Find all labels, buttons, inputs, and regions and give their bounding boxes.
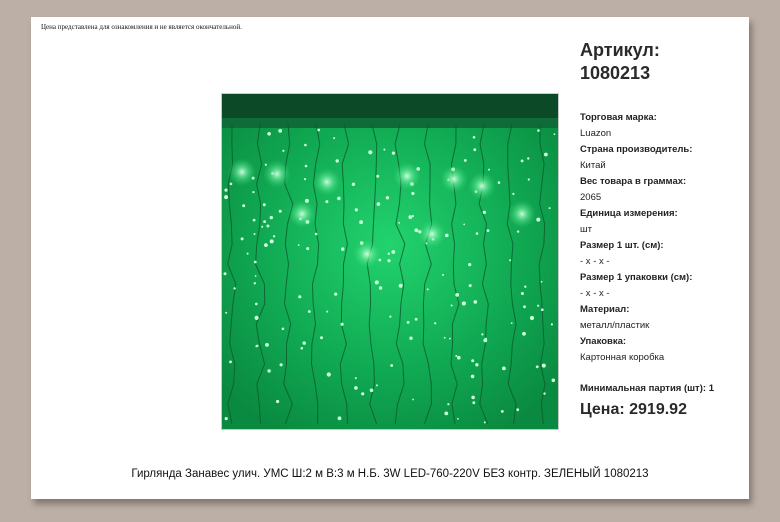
led-bulb xyxy=(282,150,284,152)
led-bulb xyxy=(388,253,390,255)
led-glow xyxy=(313,168,341,196)
led-bulb xyxy=(476,232,479,235)
led-bulb xyxy=(306,247,309,250)
led-bulb xyxy=(355,377,357,379)
led-bulb xyxy=(389,316,391,318)
led-bulb xyxy=(341,323,344,326)
led-bulb xyxy=(355,208,358,211)
led-bulb xyxy=(481,333,483,335)
led-bulb xyxy=(464,159,467,162)
led-bulb xyxy=(337,197,341,201)
led-bulb xyxy=(457,418,459,420)
led-bulb xyxy=(241,237,244,240)
led-bulb xyxy=(475,363,478,366)
spec-label-weight: Вес товара в граммах: xyxy=(580,176,687,187)
spec-value-material: металл/пластик xyxy=(580,320,650,331)
led-bulb xyxy=(412,399,414,401)
led-bulb xyxy=(361,392,364,395)
min-batch-value: 1 xyxy=(708,383,714,394)
led-bulb xyxy=(551,323,553,325)
led-bulb xyxy=(301,347,304,350)
led-bulb xyxy=(266,225,269,228)
led-bulb xyxy=(392,152,395,155)
led-bulb xyxy=(521,160,524,163)
led-bulb xyxy=(472,401,475,404)
led-bulb xyxy=(255,303,258,306)
led-bulb xyxy=(502,367,506,371)
led-bulb xyxy=(530,316,534,320)
led-bulb xyxy=(498,181,501,184)
product-title: Гирлянда Занавес улич. УМС Ш:2 м В:3 м Н.Б. 3W LED-760-220V БЕЗ контр. ЗЕЛЕНЫЙ 1080213 xyxy=(131,468,649,480)
led-bulb xyxy=(509,259,511,261)
led-bulb xyxy=(336,159,339,162)
led-bulb xyxy=(303,341,306,344)
led-bulb xyxy=(265,343,269,347)
led-bulb xyxy=(334,293,337,296)
led-bulb xyxy=(517,230,519,232)
led-bulb xyxy=(256,345,258,347)
led-bulb xyxy=(354,386,358,390)
article-block xyxy=(580,39,745,85)
led-bulb xyxy=(326,311,328,313)
led-bulb xyxy=(473,136,476,139)
spec-label-packaging: Упаковка: xyxy=(580,336,627,347)
led-bulb xyxy=(252,191,254,193)
led-bulb xyxy=(359,220,363,224)
led-bulb xyxy=(398,222,400,224)
led-glow xyxy=(353,240,381,268)
led-bulb xyxy=(468,263,471,266)
led-bulb xyxy=(368,150,372,154)
led-bulb xyxy=(254,282,256,284)
spec-label-unit: Единица измерения: xyxy=(580,208,678,219)
spec-label-item-size: Размер 1 шт. (см): xyxy=(580,240,664,251)
led-bulb xyxy=(255,316,259,320)
led-bulb xyxy=(487,229,490,232)
led-glow xyxy=(228,158,256,186)
led-bulb xyxy=(264,243,268,247)
led-bulb xyxy=(483,339,487,343)
led-bulb xyxy=(320,336,323,339)
led-bulb xyxy=(447,403,449,405)
led-bulb xyxy=(521,292,524,295)
led-bulb xyxy=(327,372,331,376)
led-bulb xyxy=(523,305,526,308)
led-bulb xyxy=(233,287,235,289)
led-glow xyxy=(468,172,496,200)
led-bulb xyxy=(224,195,228,199)
led-bulb xyxy=(230,183,233,186)
led-bulb xyxy=(254,233,256,235)
led-bulb xyxy=(261,226,263,228)
spec-value-packaging: Картонная коробка xyxy=(580,352,665,363)
product-photo xyxy=(221,93,559,430)
led-bulb xyxy=(455,293,459,297)
led-bulb xyxy=(528,178,530,180)
product-sheet xyxy=(31,17,749,499)
spec-value-unit: шт xyxy=(580,224,592,235)
led-bulb xyxy=(407,321,410,324)
led-bulb xyxy=(379,286,382,289)
led-bulb xyxy=(270,216,273,219)
led-bulb xyxy=(225,312,227,314)
led-glow xyxy=(508,200,536,228)
led-bulb xyxy=(483,211,486,214)
price-disclaimer: Цена представлена для ознакомления и не является окончательной. xyxy=(41,23,242,31)
led-bulb xyxy=(390,364,393,367)
led-bulb xyxy=(317,129,320,132)
led-bulb xyxy=(224,272,227,275)
led-bulb xyxy=(444,337,446,339)
led-bulb xyxy=(544,153,548,157)
led-bulb xyxy=(449,338,451,340)
led-bulb xyxy=(488,169,490,171)
led-bulb xyxy=(370,389,374,393)
led-bulb xyxy=(383,149,385,151)
led-bulb xyxy=(298,244,300,246)
spec-label-country: Страна производитель: xyxy=(580,144,693,155)
led-bulb xyxy=(278,129,282,133)
min-batch-label: Минимальная партия (шт): xyxy=(580,383,707,394)
spec-list xyxy=(580,110,745,366)
led-bulb xyxy=(537,305,539,307)
led-bulb xyxy=(524,286,526,288)
led-bulb xyxy=(375,280,379,284)
led-bulb xyxy=(462,301,466,305)
led-bulb xyxy=(516,408,519,411)
led-bulb xyxy=(247,253,249,255)
led-bulb xyxy=(352,183,355,186)
led-bulb xyxy=(387,259,390,262)
led-bulb xyxy=(408,215,412,219)
spec-value-item-size: - x - x - xyxy=(580,256,610,267)
led-bulb xyxy=(254,261,257,264)
led-bulb xyxy=(224,189,227,192)
led-glow xyxy=(440,165,468,193)
price xyxy=(580,401,687,419)
led-bulb xyxy=(270,239,274,243)
led-bulb xyxy=(474,300,478,304)
price-value: 2919.92 xyxy=(629,401,687,418)
led-bulb xyxy=(543,392,545,394)
led-bulb xyxy=(527,157,529,159)
led-bulb xyxy=(541,308,544,311)
led-bulb xyxy=(376,384,378,386)
spec-value-brand: Luazon xyxy=(580,128,612,139)
led-bulb xyxy=(399,284,403,288)
led-bulb xyxy=(414,228,418,232)
spec-label-package-size: Размер 1 упаковки (см): xyxy=(580,272,693,283)
led-bulb xyxy=(409,337,412,340)
led-bulb xyxy=(522,332,526,336)
led-bulb xyxy=(542,364,546,368)
led-bulb xyxy=(276,400,279,403)
led-bulb xyxy=(434,322,436,324)
led-bulb xyxy=(267,132,271,136)
led-bulb xyxy=(442,274,444,276)
led-bulb xyxy=(282,328,285,331)
led-bulb xyxy=(511,322,513,324)
garland-curtain-image xyxy=(222,94,558,429)
led-glow xyxy=(393,162,421,190)
led-bulb xyxy=(376,175,379,178)
led-bulb xyxy=(229,361,232,364)
spec-value-weight: 2065 xyxy=(580,192,602,203)
led-bulb xyxy=(338,416,342,420)
led-glow xyxy=(263,160,291,188)
led-bulb xyxy=(471,375,475,379)
led-bulb xyxy=(457,356,461,360)
spec-value-country: Китай xyxy=(580,160,606,171)
led-bulb xyxy=(304,144,307,147)
led-bulb xyxy=(536,365,539,368)
led-bulb xyxy=(451,305,453,307)
article-label: Артикул: xyxy=(580,40,660,60)
led-bulb xyxy=(536,218,540,222)
led-bulb xyxy=(444,412,448,416)
led-bulb xyxy=(325,200,328,203)
led-bulb xyxy=(263,203,266,206)
led-bulb xyxy=(279,210,282,213)
price-label: Цена: xyxy=(580,401,625,418)
led-bulb xyxy=(554,133,556,135)
led-bulb xyxy=(225,417,228,420)
spec-label-material: Материал: xyxy=(580,304,630,315)
led-bulb xyxy=(427,288,429,290)
led-bulb xyxy=(541,281,543,283)
led-bulb xyxy=(308,310,311,313)
led-bulb xyxy=(263,220,266,223)
led-bulb xyxy=(469,284,472,287)
led-glow xyxy=(288,200,316,228)
led-bulb xyxy=(471,396,475,400)
led-bulb xyxy=(305,165,308,168)
led-bulb xyxy=(471,359,474,362)
led-bulb xyxy=(549,207,551,209)
led-bulb xyxy=(391,250,395,254)
led-bulb xyxy=(255,275,257,277)
led-bulb xyxy=(280,363,283,366)
led-bulb xyxy=(552,379,556,383)
led-bulb xyxy=(411,192,414,195)
led-bulb xyxy=(333,137,335,139)
led-bulb xyxy=(484,421,486,423)
led-bulb xyxy=(537,129,540,132)
spec-value-package-size: - x - x - xyxy=(580,288,610,299)
spec-label-brand: Торговая марка: xyxy=(580,112,657,123)
article-number: 1080213 xyxy=(580,63,651,83)
led-bulb xyxy=(377,202,381,206)
led-bulb xyxy=(242,204,245,207)
led-bulb xyxy=(273,235,275,237)
led-bulb xyxy=(463,224,465,226)
led-bulb xyxy=(455,355,457,357)
led-bulb xyxy=(386,196,389,199)
led-bulb xyxy=(304,178,306,180)
led-bulb xyxy=(341,247,344,250)
led-bulb xyxy=(253,219,256,222)
led-bulb xyxy=(512,193,514,195)
led-bulb xyxy=(473,148,476,151)
led-bulb xyxy=(267,369,270,372)
led-bulb xyxy=(315,233,318,236)
led-bulb xyxy=(298,295,301,298)
led-bulb xyxy=(415,318,418,321)
led-glow xyxy=(418,220,446,248)
led-bulb xyxy=(501,410,504,413)
min-batch xyxy=(580,383,714,394)
led-bulb xyxy=(412,215,414,217)
